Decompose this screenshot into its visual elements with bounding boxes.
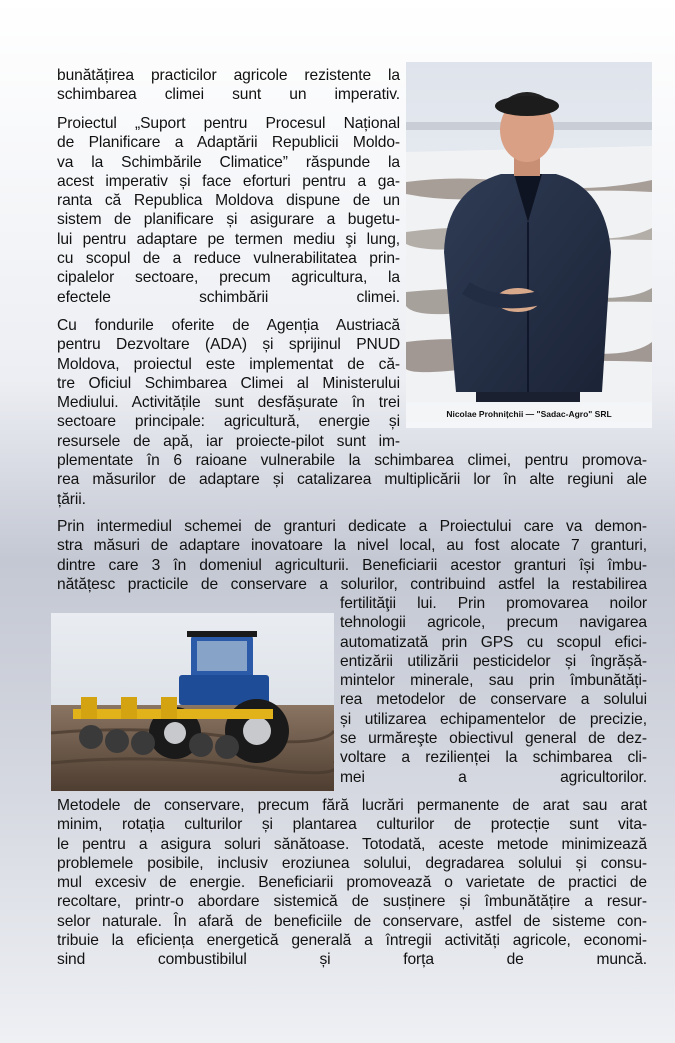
text-line: automatizată prin GPS cu scopul efici- bbox=[340, 633, 647, 651]
text-line: Moldova, proiectul este implementat de că- bbox=[57, 355, 400, 373]
text-line: entizării utilizării pesticidelor și îngrășă- bbox=[340, 652, 647, 670]
text-line: Mediului. Activitățile sunt desfășurate în trei bbox=[57, 394, 400, 412]
text-line: pentru Dezvoltare (ADA) și sprijinul PNUD bbox=[57, 336, 400, 354]
text-line: tribuie la eficiența energetică generală a întregii activități agricole, economi- bbox=[57, 932, 647, 950]
text-line: stra măsuri de adaptare inovatoare la nivel local, au fost alocate 7 granturi, bbox=[57, 537, 647, 555]
text-line: dintre care 3 în domeniul agriculturii. Beneficiarii acestor granturi își îmbu- bbox=[57, 556, 647, 574]
tractor-photo bbox=[51, 613, 334, 791]
text-line: minim, rotația culturilor și plantarea culturilor de protecție sunt vita- bbox=[57, 816, 647, 834]
text-line: de Planificare a Adaptării Republicii Moldo- bbox=[57, 134, 400, 152]
text-line: tehnologii agricole, precum navigarea bbox=[340, 614, 647, 632]
text-line: acest imperativ și face eforturi pentru a ga- bbox=[57, 172, 400, 190]
text-line: recoltare, printr-o abordare sistemică de susținere și îmbunătățire a resur- bbox=[57, 893, 647, 911]
text-line: sectoare principale: agricultură, energie și bbox=[57, 413, 400, 431]
paragraph-2 bbox=[57, 114, 400, 307]
text-line: lui pentru adaptare pe termen mediu şi lung, bbox=[57, 230, 400, 248]
farmer-portrait-photo bbox=[406, 62, 652, 428]
text-line: sind combustibilul și forța de muncă. bbox=[57, 951, 647, 969]
text-line: Metodele de conservare, precum fără lucrări permanente de arat sau arat bbox=[57, 797, 647, 814]
paragraph-5 bbox=[57, 796, 647, 970]
paragraph-4-continued bbox=[340, 594, 647, 787]
paragraph-3 bbox=[57, 316, 400, 451]
text-line: problemele posibile, inclusiv eroziunea solului, degradarea solului și consu- bbox=[57, 854, 647, 872]
text-line: cu scopul de a reduce vulnerabilitatea prin- bbox=[57, 250, 400, 268]
text-line: Prin intermediul schemei de granturi dedicate a Proiectului care va demon- bbox=[57, 518, 647, 535]
text-line: le pentru a asigura soluri sănătoase. Totodată, aceste metode minimizează bbox=[57, 835, 647, 853]
text-line: ranta că Republica Moldova dispune de un bbox=[57, 192, 400, 210]
text-line: rea măsurilor de adaptare și catalizarea multiplicării lor în alte regiuni ale bbox=[57, 471, 647, 489]
text-line: cipalelor sectoare, precum agricultura, la bbox=[57, 269, 400, 287]
photo-caption: Nicolae Prohnițchii — "Sadac-Agro" SRL bbox=[406, 406, 652, 422]
text-line: plementate în 6 raioane vulnerabile la schimbarea climei, pentru promova- bbox=[57, 452, 647, 469]
text-line: bunătățirea practicilor agricole rezistente la bbox=[57, 67, 400, 84]
portrait-illustration bbox=[406, 62, 652, 428]
text-line: sistem de planificare și asigurare a bugetu- bbox=[57, 211, 400, 229]
text-line: va la Schimbările Climatice” răspunde la bbox=[57, 153, 400, 171]
text-line: selor naturale. În afară de beneficiile de conservare, astfel de sisteme con- bbox=[57, 912, 647, 930]
paragraph-3-continued bbox=[57, 451, 647, 509]
paragraph-4 bbox=[57, 517, 647, 594]
text-line: mintelor minerale, sau prin îmbunătăți- bbox=[340, 672, 647, 690]
paragraph-1 bbox=[57, 66, 400, 105]
text-line: Proiectul „Suport pentru Procesul Național bbox=[57, 115, 400, 132]
text-line: și utilizarea echipamentelor de precizie, bbox=[340, 710, 647, 728]
text-line: tre Oficiul Schimbarea Climei al Ministerului bbox=[57, 374, 400, 392]
text-line: Cu fondurile oferite de Agenția Austriacă bbox=[57, 317, 400, 334]
text-line: resursele de apă, iar proiecte-pilot sunt im- bbox=[57, 432, 400, 450]
text-line: nătățesc practicile de conservare a solurilor, contribuind astfel la restabilirea bbox=[57, 575, 647, 593]
text-line: fertilităţii lui. Prin promovarea noilor bbox=[340, 595, 647, 612]
text-line: țării. bbox=[57, 490, 86, 508]
text-line: mul excesiv de energie. Beneficiarii promovează o varietate de practici de bbox=[57, 874, 647, 892]
tractor-illustration bbox=[51, 613, 334, 791]
text-line: se urmăreşte obiectivul general de dez- bbox=[340, 730, 647, 748]
text-line: schimbarea climei sunt un imperativ. bbox=[57, 86, 400, 104]
text-line: efectele schimbării climei. bbox=[57, 288, 400, 306]
text-line: mei a agricultorilor. bbox=[340, 768, 647, 786]
text-line: voltare a rezilienței la schimbarea cli- bbox=[340, 749, 647, 767]
text-line: rea metodelor de conservare a solului bbox=[340, 691, 647, 709]
